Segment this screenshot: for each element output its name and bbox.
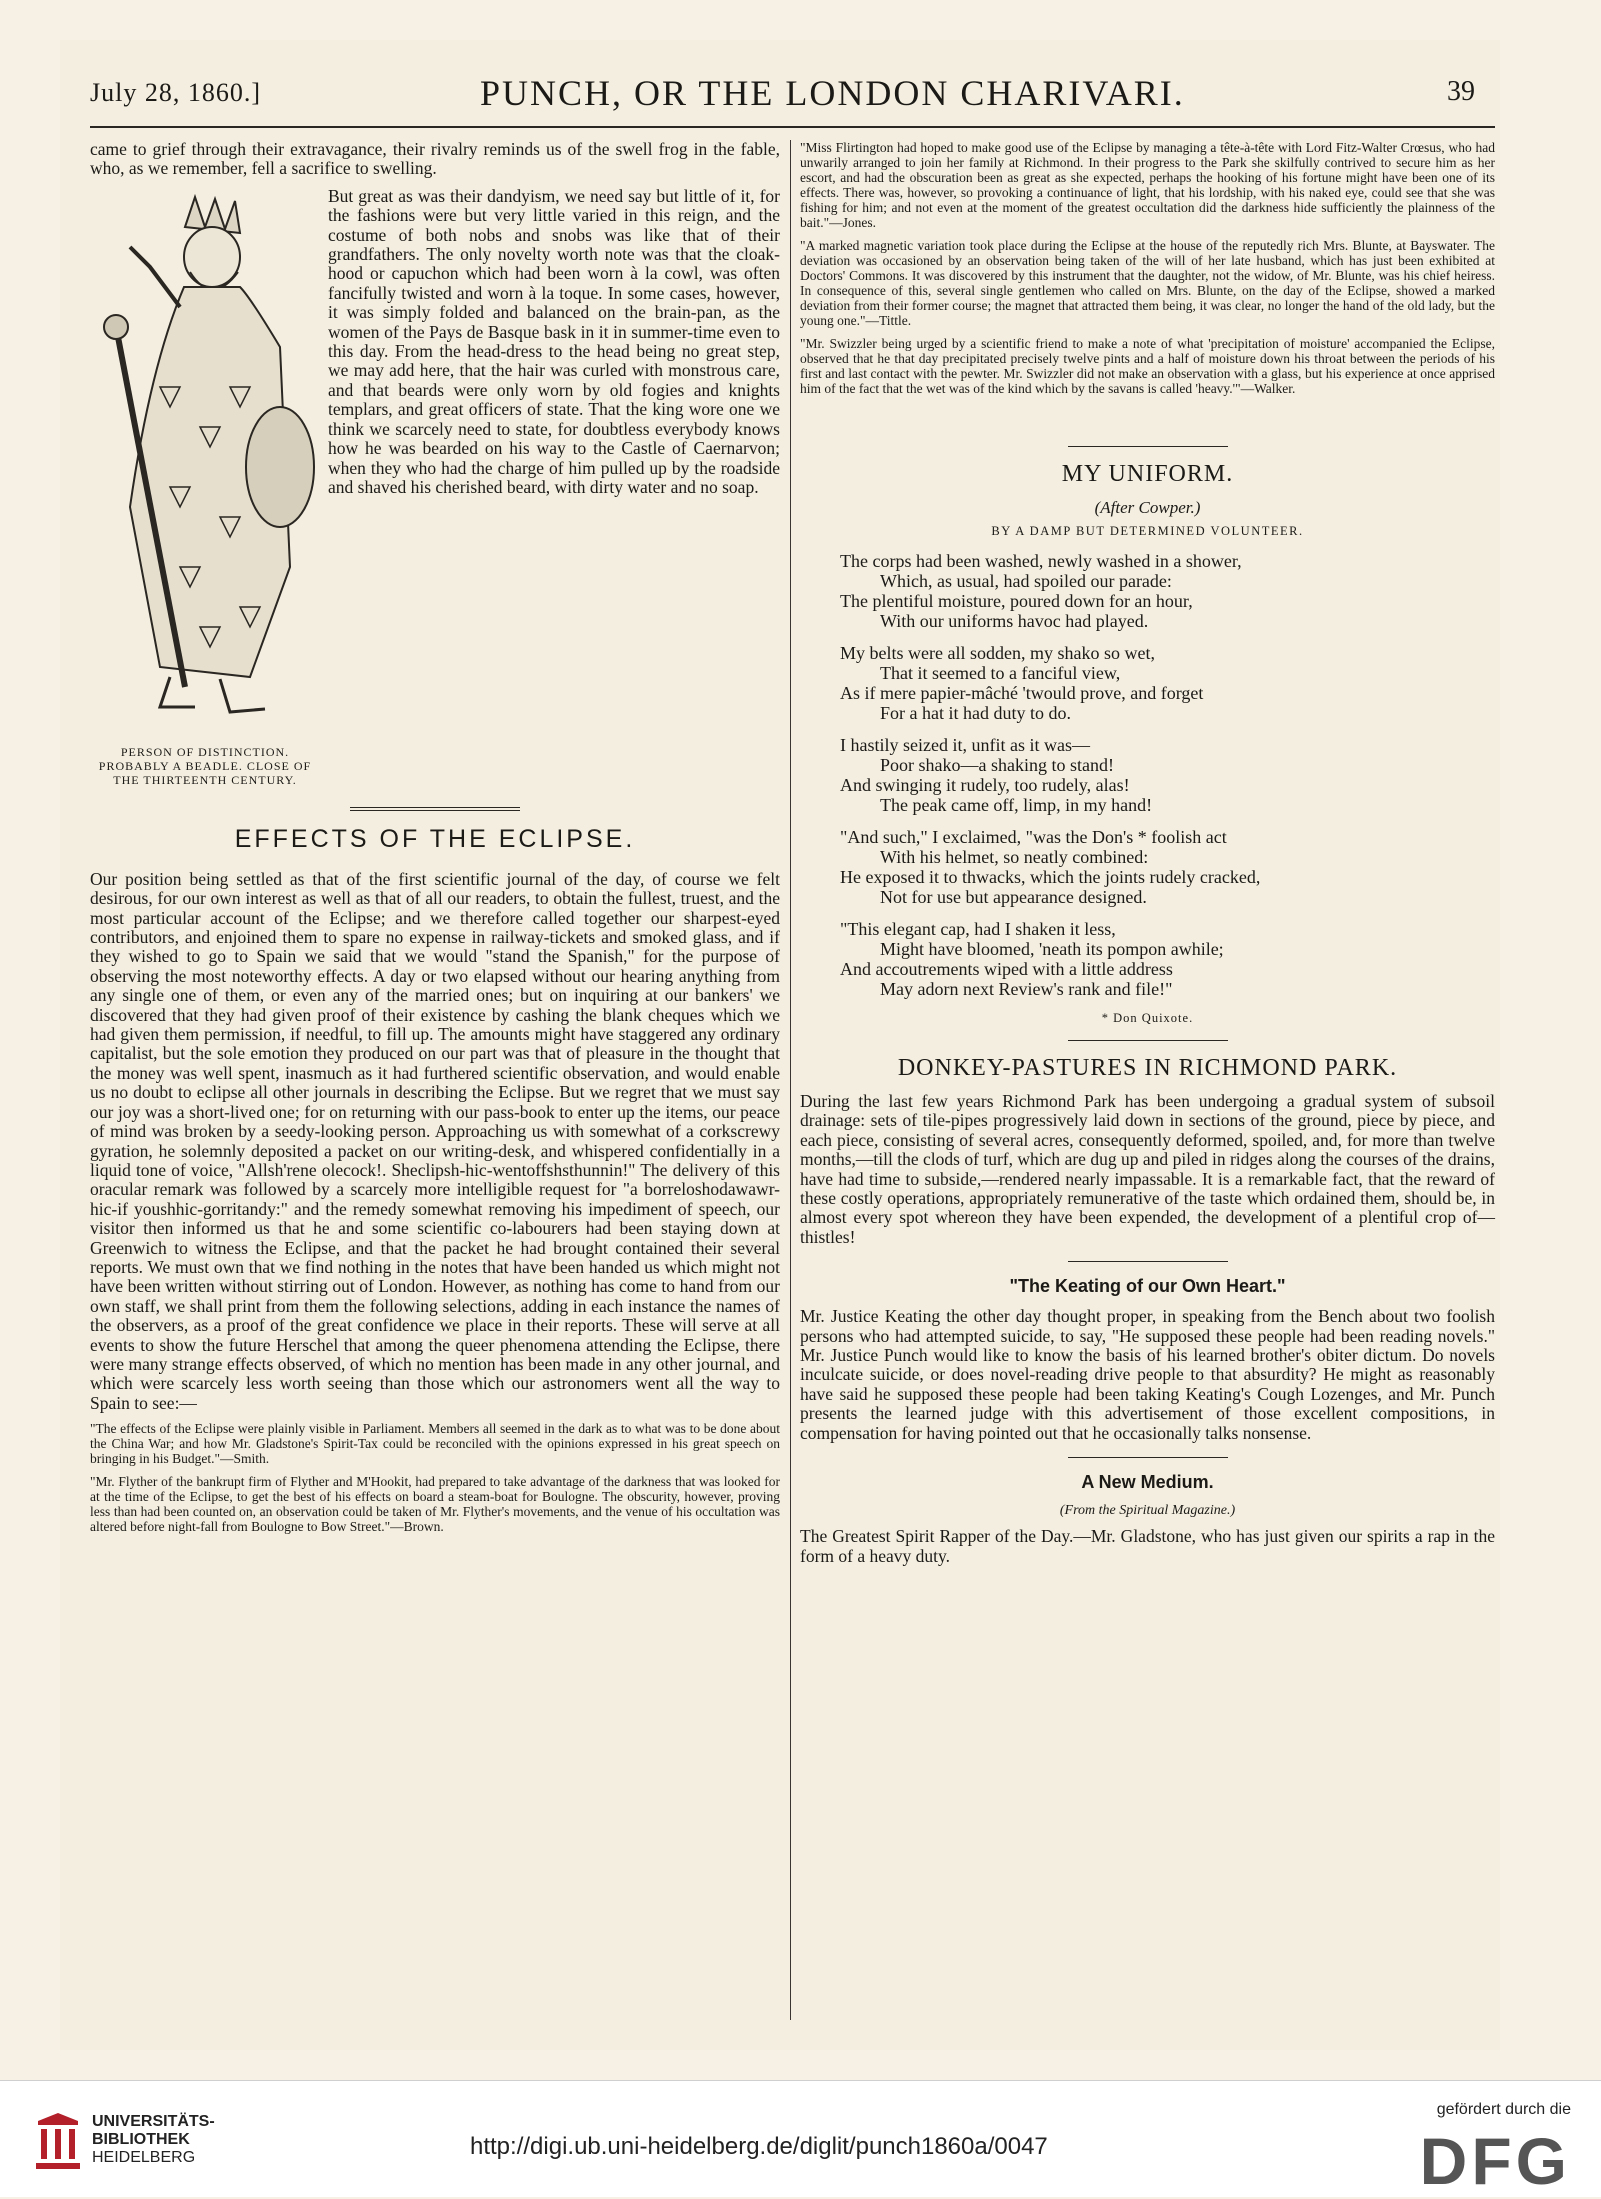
donkey-body: During the last few years Richmond Park has been undergoing a gradual system of subsoil drainage: sets of tile-pipes progressively laid down in sections of the ground, piece by piece, and each piece, consisting of several acres, consequently deformed, spoiled, and, for more than twelve months,—till the clods of turf, which are dug up and piled in ridges along the courses of the drains, have had time to subside,—rendered nearly impassable. It is a remarkable fact, that the reward of these costly operations, appropriately remunerative of the taste which ordained them, should be, in almost every spot whereon they have been expended, the development of a plentiful crop of—thistles! xyxy=(800,1091,1495,1247)
keating-body: Mr. Justice Keating the other day thought proper, in speaking from the Bench about two foolish persons who had attempted suicide, to say, "He supposed these people had been reading novels." Mr. Justice Punch would like to know the basis of his learned brother's obiter dictum. Do novels inculcate suicide, or does novel-reading drive people to that absurdity? He might as reasonably have said he supposed these people had been taking Keating's Cough Lozenges, and Mr. Punch presents the learned judge with this advertisement of those excellent compositions, in compensation for having pointed out that he occasionally talks nonsense. xyxy=(800,1306,1495,1443)
uniform-subtitle: (After Cowper.) xyxy=(1094,498,1201,517)
poem-line: Poor shako—a shaking to stand! xyxy=(880,755,1114,775)
dandyism-paragraph: But great as was their dandyism, we need say but little of it, for the fashions were but very little varied in this reign, and the costume of both nobs and snobs was like that of their grandfathers. The only novelty worth note was that the cloak-hood or capuchon which had been worn à la cowl, was often fancifully twisted and worn à la toque. In some cases, however, it was simply folded and balanced on the brain-pan, as the women of the Pays de Basque bask in it in summer-time even to this day. From the head-dress to the head being no great step, we may add here, that the hair was curled with monstrous care, and that beards were only worn by old fogies and knights templars, and great officers of state. That the king wore one we think we scarcely need to state, for doubtless everybody knows how he was bearded on his way to the Castle of Caernarvon; when they who had the charge of him pulled up by the roadside and shaved his cherished beard, with dirty water and no soap. xyxy=(328,185,780,497)
note-brown: "Mr. Flyther of the bankrupt firm of Flyther and M'Hookit, had prepared to take advantage of the darkness that was looked for at the time of the Eclipse, to get the best of his effects on board a steam-boat for Boulogne. The obscurity, however, proving less than had been counted on, an observation could be taken of Mr. Flyther's movements, and the venue of his occultation was altered before night-fall from Boulogne to Bow Street."—Brown. xyxy=(90,1474,780,1535)
page-header xyxy=(90,70,1495,128)
medium-body: The Greatest Spirit Rapper of the Day.—Mr. Gladstone, who has just given our spirits a rap in the form of a heavy duty. xyxy=(800,1526,1495,1566)
note-tittle: "A marked magnetic variation took place during the Eclipse at the house of the reputedly rich Mrs. Blunte, at Bayswater. The deviation was occasioned by an observation being taken of the will of her late husband, which has just been exhibited at Doctors' Commons. It was discovered by this instrument that the daughter, not the widow, of Mr. Blunte, was his chief heiress. In consequence of this, several single gentlemen who called on Mrs. Blunte, on the day of the Eclipse, showed a marked deviation from their former course; the magnet that attracted them being, it was clear, no longer the hand of the old lady, but the young one."—Tittle. xyxy=(800,238,1495,328)
section-divider xyxy=(1068,446,1228,447)
newspaper-page xyxy=(60,40,1500,2050)
poem-line: "And such," I exclaimed, "was the Don's * foolish act xyxy=(840,827,1227,847)
poem-line: The peak came off, limp, in my hand! xyxy=(880,795,1153,815)
funding-note: gefördert durch die xyxy=(1436,2101,1571,2118)
beadle-figure-icon xyxy=(90,187,320,727)
poem-stanza xyxy=(840,827,1495,907)
issue-date: July 28, 1860.] xyxy=(90,78,261,107)
section-divider xyxy=(1068,1261,1228,1262)
poem-line: I hastily seized it, unfit as it was— xyxy=(840,735,1090,755)
page-number: 39 xyxy=(1447,76,1475,107)
poem-line: "This elegant cap, had I shaken it less, xyxy=(840,919,1116,939)
library-name-line: HEIDELBERG xyxy=(92,2149,196,2166)
illustration-caption: PERSON OF DISTINCTION. PROBABLY A BEADLE. CLOSE OF THE THIRTEENTH CENTURY. xyxy=(98,744,312,787)
note-walker: "Mr. Swizzler being urged by a scientific friend to make a note of what 'precipitation of moisture' accompanied the Eclipse, observed that he that day precipitated precisely twelve pints and a half of moisture down his throat between the periods of his first and last contact with the pewter. Mr. Swizzler did not make an observation with a glass, but his experience at once apprised him of the fact that the wet was of the kind which by the savans is called 'heavy.'"—Walker. xyxy=(800,336,1495,396)
eclipse-title: EFFECTS OF THE ECLIPSE. xyxy=(234,824,636,853)
library-name-line: UNIVERSITÄTS- xyxy=(92,2113,215,2130)
poem-stanza xyxy=(840,643,1495,723)
right-column xyxy=(800,140,1495,1574)
donkey-title: DONKEY-PASTURES IN RICHMOND PARK. xyxy=(897,1055,1398,1081)
section-divider xyxy=(1068,1040,1228,1041)
poem-line: Not for use but appearance designed. xyxy=(880,887,1147,907)
library-name xyxy=(92,2113,215,2167)
poem-line: The corps had been washed, newly washed in a shower, xyxy=(840,551,1242,571)
poem-line: May adorn next Review's rank and file!" xyxy=(880,979,1173,999)
section-divider xyxy=(350,807,520,811)
medium-subtitle: (From the Spiritual Magazine.) xyxy=(1059,1503,1236,1519)
poem-line: That it seemed to a fanciful view, xyxy=(880,663,1121,683)
university-library-logo-icon xyxy=(32,2111,84,2173)
uniform-byline: BY A DAMP BUT DETERMINED VOLUNTEER. xyxy=(991,524,1304,538)
poem-line: He exposed it to thwacks, which the joints rudely cracked, xyxy=(840,867,1261,887)
library-name-line: BIBLIOTHEK xyxy=(92,2131,190,2148)
poem-line: With our uniforms havoc had played. xyxy=(880,611,1149,631)
publication-title: PUNCH, OR THE LONDON CHARIVARI. xyxy=(480,73,1185,113)
note-smith: "The effects of the Eclipse were plainly visible in Parliament. Members all seemed in the dark as to what was to be done about the China War; and how Mr. Gladstone's Spirit-Tax could be reconciled with the opinions expressed in his great speech on bringing in his Budget."—Smith. xyxy=(90,1421,780,1467)
eclipse-body: Our position being settled as that of the first scientific journal of the day, of course we felt desirous, for our own interest as well as that of all our readers, to obtain the fullest, truest, and the most particular account of the Eclipse; and we therefore called together our sharpest-eyed contributors, and enjoined them to spare no expense in railway-tickets and smoked glass, and if they wished to go to Spain we said that we would "stand the Spanish," for the purpose of observing the most noteworthy effects. A day or two elapsed without our hearing anything from any single one of them, or even any of the married ones; but on inquiring at our bankers' we discovered that they had given proof of their existence by cashing the blank cheques which we had given them permission, if needful, to fill up. The amounts might have staggered any ordinary capitalist, but the sole emotion they produced on our part was that of pleasure in the thought that the money was well spent, inasmuch as it had furthered scientific observation, and would enable us no doubt to eclipse all other journals in describing the Eclipse. But we regret that we must say our joy was a short-lived one; for on returning with our pass-book to enter up the items, our peace of mind was broken by a seedy-looking person. Approaching us with somewhat of a corkscrewy gyration, he solemnly deposited a packet on our writing-desk, and whispered confidentially in a liquid tone of voice, "Allsh'rene olecock!. Sheclipsh-hic-wentoffshsthunnin!" The delivery of this oracular remark was followed by a scarcely more intelligible request for "a borreloshodawawr-hic-if youshhic-gorritandy:" and the remedy somewhat removing his impediment of speech, our visitor then informed us that he and some scientific co-labourers had been staying down at Greenwich to witness the Eclipse, and that the packet he had brought contained their several reports. We must own that we find nothing in the notes that have been handed us which might not have been written without stirring out of London. However, as nothing has come to hand from our own staff, we shall print from them the following selections, adding in each instance the names of the observers, as a proof of the great confidence we place in their reports. These will serve at all events to show the future Herschel that among the queer phenomena attending the Eclipse, there were many strange effects observed, of which no mention has been made in any other journal, and which were scarcely less worth seeing than those which our astronomers went all the way to Spain to see:— xyxy=(90,868,780,1413)
poem-stanza xyxy=(840,551,1495,631)
poem-line: The plentiful moisture, poured down for an hour, xyxy=(840,591,1193,611)
poem-line: For a hat it had duty to do. xyxy=(880,703,1071,723)
medium-title: A New Medium. xyxy=(1081,1472,1214,1493)
source-url[interactable]: http://digi.ub.uni-heidelberg.de/diglit/punch1860a/0047 xyxy=(470,2133,1048,2160)
column-divider xyxy=(790,140,791,2020)
poem-line: Might have bloomed, 'neath its pompon awhile; xyxy=(880,939,1224,959)
uniform-title: MY UNIFORM. xyxy=(1061,461,1234,487)
poem-stanza xyxy=(840,735,1495,815)
poem-line: As if mere papier-mâché 'twould prove, and forget xyxy=(840,683,1204,703)
section-divider xyxy=(1068,1457,1228,1458)
keating-title: "The Keating of our Own Heart." xyxy=(1009,1276,1286,1297)
left-column xyxy=(90,140,780,1542)
poem-footnote: * Don Quixote. xyxy=(1101,1011,1194,1025)
library-footer xyxy=(0,2080,1601,2197)
dfg-logo: DFG xyxy=(1419,2124,1571,2198)
eclipse-notes xyxy=(90,1421,780,1534)
poem-stanza xyxy=(840,919,1495,999)
poem-line: My belts were all sodden, my shako so wet, xyxy=(840,643,1155,663)
eclipse-notes-continued xyxy=(800,140,1495,396)
poem-line: And accoutrements wiped with a little address xyxy=(840,959,1173,979)
poem-line: Which, as usual, had spoiled our parade: xyxy=(880,571,1172,591)
beadle-illustration xyxy=(90,187,320,787)
note-jones: "Miss Flirtington had hoped to make good use of the Eclipse by managing a tête-à-tête with Lord Fitz-Walter Crœsus, who had unwarily arranged to join her family at Richmond. In their progress to the Park she skilfully contrived to secure him as her escort, and had the obscuration been as great as she expected, perhaps the hooking of his fortune might have been one of its effects. There was, however, so provoking a continuance of light, that his lordship, with his naked eye, could see that she was fishing for him; and not even at the moment of the greatest occultation did the darkness hide sufficiently the plainness of the bait."—Jones. xyxy=(800,140,1495,230)
intro-paragraph: came to grief through their extravagance, their rivalry reminds us of the swell frog in the fable, who, as we remember, fell a sacrifice to swelling. xyxy=(90,139,780,179)
poem-line: With his helmet, so neatly combined: xyxy=(880,847,1149,867)
poem-line: And swinging it rudely, too rudely, alas! xyxy=(840,775,1130,795)
